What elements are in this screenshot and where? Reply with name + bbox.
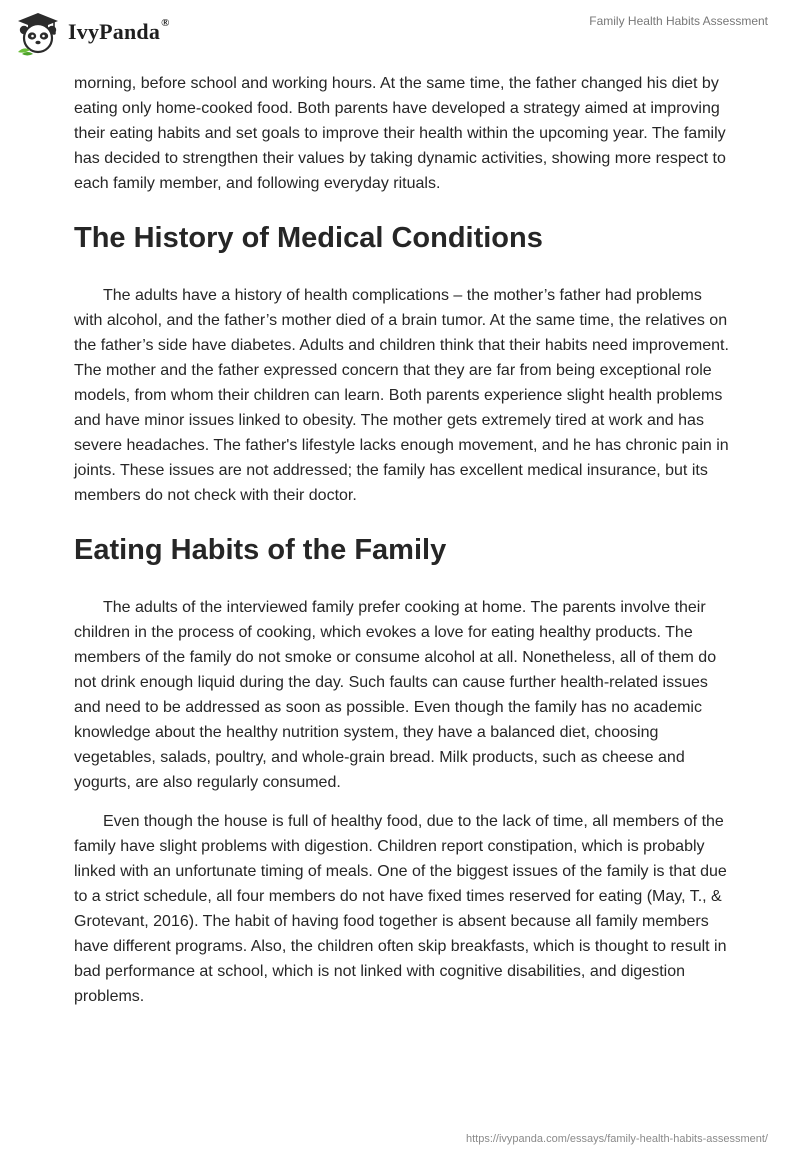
section-heading-eating-habits: Eating Habits of the Family (74, 534, 447, 566)
source-url[interactable]: https://ivypanda.com/essays/family-health-habits-assessment/ (465, 1133, 768, 1145)
intro-paragraph: morning, before school and working hours. At the same time, the father changed his diet by eating only home-cooked food. Both parents have developed a strategy aimed at improving their eating habits and set goals to improve their health within the upcoming year. The family has decided to strengthen their values by taking dynamic activities, showing more respect to each family member, and following everyday rituals. (74, 75, 726, 192)
page-header (0, 0, 800, 62)
document-title: Family Health Habits Assessment (589, 14, 768, 28)
paragraph-eating-habits-2: Even though the house is full of healthy food, due to the lack of time, all members of the family have slight problems with digestion. Children report constipation, which is probably linked with an unfortunate timing of meals. One of the biggest issues of the family is that due to a strict schedule, all four members do not have fixed times reserved for eating (May, T., & Grotevant, 2016). The habit of having food together is absent because all family members have different programs. Also, the children often skip breakfasts, which is thought to result in bad performance at school, which is not linked with cognitive disabilities, and digestion problems. (74, 813, 727, 1005)
essay-content (74, 71, 734, 1009)
panda-graduate-icon (14, 8, 62, 56)
logo-wordmark: IvyPanda® (68, 17, 170, 44)
ivypanda-logo[interactable] (14, 8, 170, 56)
section-heading-medical-history: The History of Medical Conditions (74, 222, 543, 254)
paragraph-eating-habits-1: The adults of the interviewed family prefer cooking at home. The parents involve their children in the process of cooking, which evokes a love for eating healthy products. The members of the family do not smoke or consume alcohol at all. Nonetheless, all of them do not drink enough liquid during the day. Such faults can cause further health-related issues and need to be addressed as soon as possible. Even though the family has no academic knowledge about the healthy nutrition system, they have a balanced diet, choosing vegetables, salads, poultry, and whole-grain bread. Milk products, such as cheese and yogurts, are also regularly consumed. (74, 599, 717, 791)
paragraph-medical-history: The adults have a history of health complications – the mother’s father had problems with alcohol, and the father’s mother died of a brain tumor. At the same time, the relatives on the father’s side have diabetes. Adults and children think that their habits need improvement. The mother and the father expressed concern that they are far from being exceptional role models, from whom their children can learn. Both parents experience slight health problems and have minor issues linked to obesity. The mother gets extremely tired at work and has severe headaches. The father's lifestyle lacks enough movement, and he has chronic pain in joints. These issues are not addressed; the family has excellent medical insurance, but its members do not check with their doctor. (74, 287, 729, 504)
